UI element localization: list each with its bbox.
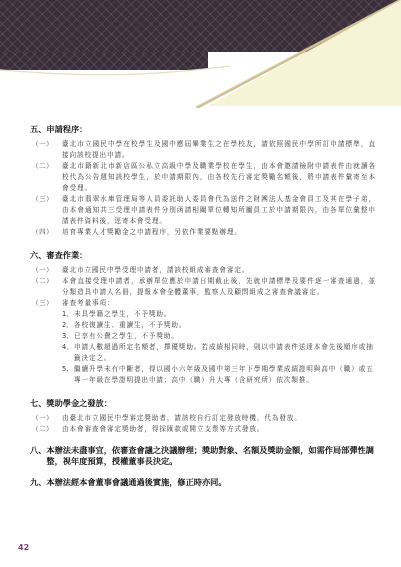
section-7-title: 七、獎助學金之發放：: [30, 398, 112, 408]
page-header-decoration: [0, 0, 401, 108]
section-5-item: （四） 培育專業人才獎勵金之申請程序，另依作業要點辦理。: [32, 228, 242, 236]
section-6-item: （一） 臺北市立國民中學受理申請者，請該校組成審查會審定。: [32, 266, 250, 274]
section-6-subitem: 2、 各校復讀生、重讀生，不予獎助。: [62, 321, 187, 329]
section-6-item: （三） 審查考量事項：: [32, 299, 115, 307]
page-fold-corner: [208, 0, 401, 106]
section-6-item: （二） 本會直接受理申請者，承辦單位應於申請日期截止後，先就申請標準及要件逐一審查通過，並分類造具申請人名冊，提報本會全體董事，監察人及顧問組成之審查會議審定。: [32, 277, 376, 296]
section-7-item: （二） 由本會審查會審定獎助者，得採匯款或開立支票等方式發放。: [32, 425, 265, 433]
document-body: [30, 118, 376, 488]
section-5-item: （一） 臺北市立國民中學在校學生及國中應屆畢業生之在學校友，請依照國民中學所訂申請標準，直接向該校提出申請。: [32, 140, 376, 159]
section-6-title: 六、審查作業：: [30, 250, 88, 260]
page-number: 42: [18, 543, 30, 552]
section-6-subitem: 3、 已享有公費之學生，不予獎助。: [62, 332, 179, 340]
section-5-item: （三） 臺北市翡翠水庫管理局等人員委託助人委員會代為送件之財團法人基金會員工及其在學子弟，由本會通知共三受理申請表件分別函請相關單位轉知所屬員工於申請期限內，由各單位彙整申請表件資料後，逕寄本會受理。: [32, 195, 376, 225]
section-9: 九、 本辦法經本會董事會議通過後實施，修正時亦同。: [30, 477, 227, 487]
section-8: 八、 本辦法未盡事宜，依審查會議之決議辦理；獎助對象、名額及獎助金額，如需作局部彈性調整，視年度預算，授權董事長決定。: [30, 445, 374, 466]
section-5-item: （二） 臺北市籍新北市新店區公私立高級中學及職業學校在學生，由本會邀請檢附申請表件由就讀各校代為公告週知該校學生，於申請期限內，由各校先行審定獎勵名額後，將申請表件彙寄至本會受理。: [32, 162, 376, 192]
section-7-item: （一） 由臺北市立國民中學審定獎助者，請該校自行訂定發放時機，代為發放。: [32, 414, 302, 422]
section-6-subitem: 1、 未具學籍之學生，不予獎助。: [62, 310, 172, 318]
section-6-subitem: 5、 繼續升學未有中斷者，得以國小六年級及國中第三年下學期學業成績證明與高中（職）或五專一年級在學證明提出申請；高中（職）升大專（含研究所）依次類推。: [62, 365, 374, 384]
section-6-subitem: 4、 申請人數超過所定名額者，擇優獎助。若成績相同時，則以申請表件送達本會先後順序或抽籤決定之。: [62, 343, 374, 362]
section-5-title: 五、申請程序：: [30, 124, 88, 134]
